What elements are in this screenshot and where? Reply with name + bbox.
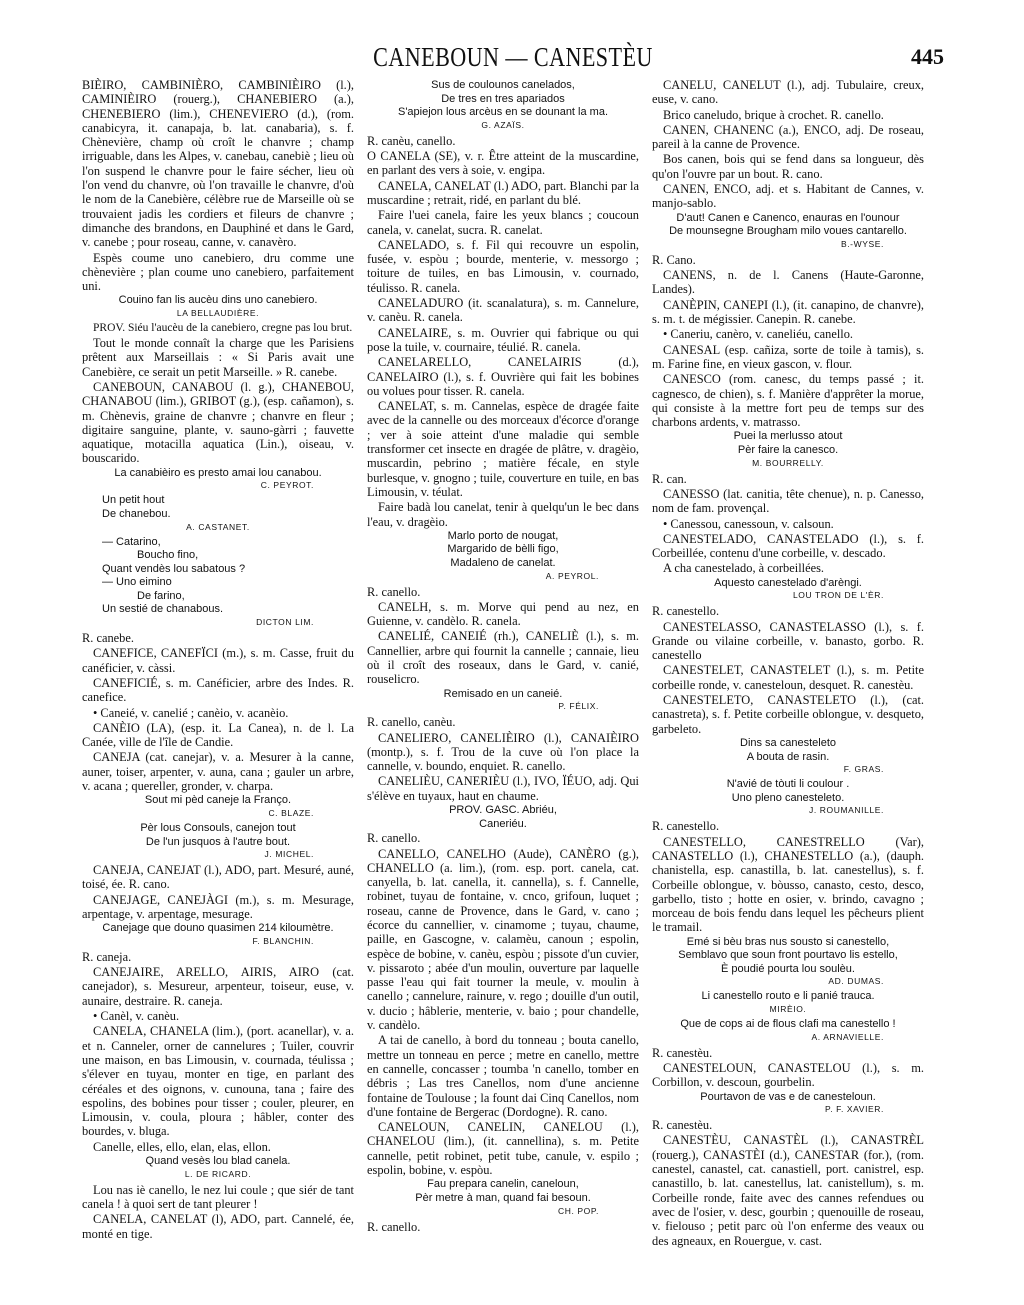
- quote-author: L. DE RICARD.: [184, 1168, 252, 1179]
- entry-paragraph: Brico caneludo, brique à crochet. R. canello.: [663, 107, 884, 122]
- entry-paragraph: R. canello.: [367, 1219, 421, 1234]
- quote-line: Un petit hout: [102, 494, 165, 507]
- quote-line: Sus de coulounos canelados,: [431, 79, 575, 91]
- quote-author: F. GRAS.: [843, 764, 884, 775]
- entry-paragraph: CANELIÈU, CANERIÈU (l.), IVO, ÏÉUO, adj. Qui s'élève en tuyaux, haut en chaume.: [367, 774, 639, 803]
- quote-line: N'avié de tòuti li coulour .: [726, 778, 850, 791]
- entry-paragraph: R. caneja.: [82, 949, 132, 964]
- quote-line: Marlo porto de nougat,: [447, 529, 559, 542]
- entry-paragraph: CANELA, CANELAT (l.) ADO, part. Blanchi par la muscardine ; retrait, ridé, en parlant du blé.: [367, 178, 639, 207]
- entry-paragraph: Canelle, elles, ello, elan, elas, ellon.: [93, 1139, 271, 1154]
- quote-author: DICTON LIM.: [256, 617, 314, 628]
- quote-line: De mounsegne Brougham milo voues cantarello.: [669, 225, 907, 238]
- entry-paragraph: Espès coume uno canebiero, dru comme une chènevière ; plan coume uno canebiero, parfaitement uni.: [82, 250, 354, 294]
- quote-line: Que de cops ai de flous clafi ma canestello !: [680, 1018, 896, 1031]
- entry-paragraph: CANELAIRE, s. m. Ouvrier qui fabrique ou qui pose la tuile, v. cournaire, téulié. R. canela.: [367, 325, 639, 354]
- entry-paragraph: CANESTELASSO, CANASTELASSO (l.), s. f. Grande ou vilaine corbeille, v. banasto, gorbo. R. canestello: [652, 619, 924, 663]
- quote-line: — Uno eimino: [102, 576, 172, 589]
- quote-line: Boucho fino,: [137, 549, 199, 562]
- entry-paragraph: BIÈIRO, CAMBINIÈRO, CAMBINIÈIRO (l.), CAMINIÈIRO (rouerg.), CHANEBIERO (a.), CHENEBIERO (lim.), CHENEVIERO (d.), (rom. canabicyra, it. canapaja, b. lat. canabaria), s. f. Chènevière, champ où croît le chanvre ; champ irriguable, dans les Alpes, v. canebau, canebiè ; lieu où l'on suspend le chanvre pour le faire sécher, lieu où l'on vend du chanvre, où l'on travaille le chanvre, d'où le nom de la Canebière, célèbre rue de Marseille où se trouvaient jadis les cordiers et fileurs de chanvre ; dimanche des brandons, en Dauphiné et dans le Gard, v. canebe ; pour roseau, canne, v. canavèro.: [82, 78, 354, 250]
- quote-line: La canabièiro es presto amai lou canabou.: [114, 466, 322, 479]
- quote-line: Remisado en un caneié.: [443, 687, 563, 700]
- entry-paragraph: Lou nas iè canello, le nez lui coule ; que siér de tant canela ! à quoi sert de tant pleurer !: [82, 1182, 354, 1211]
- entry-paragraph: R. canello, canèu.: [367, 715, 456, 730]
- quote-line: Pourtavon de vas e de canesteloun.: [700, 1090, 876, 1103]
- quote-author: F. BLANCHIN.: [252, 935, 314, 946]
- entry-paragraph: O CANELA (SE), v. r. Être atteint de la muscardine, en parlant des vers à soie, v. engipa.: [367, 149, 639, 178]
- entry-paragraph: CANESTELADO, CANASTELADO (l.), s. f. Corbeillée, contenu d'une corbeille, v. descado.: [652, 531, 924, 561]
- quote-line: Caneriéu.: [479, 817, 527, 830]
- entry-paragraph: R. canestello.: [652, 819, 720, 834]
- entry-paragraph: CANEJAGE, CANEJÀGI (m.), s. m. Mesurage, arpentage, v. arpentage, mesurage.: [82, 892, 354, 921]
- entry-paragraph: CANÈIO (LA), (esp. it. La Canea), n. de l. La Canée, ville de l'île de Candie.: [82, 720, 354, 750]
- quote-line: Sout mi pèd caneje la Franço.: [144, 794, 292, 807]
- quote-line: Aquesto canestelado d'arèngi.: [714, 576, 862, 589]
- quote-line: Madaleno de canelat.: [450, 556, 556, 569]
- quote-line: De farino,: [137, 589, 185, 602]
- entry-paragraph: CANELIÉ, CANEIÉ (rh.), CANELIÈ (l.), s. m. Cannellier, arbre qui fournit la cannelle ; cannaie, lieu où il croît des roseaux, dans le Gard, v. canié, rouselicro.: [367, 629, 639, 687]
- quote-author: J. ROUMANILLE.: [809, 805, 884, 816]
- entry-paragraph: • Canessou, canessoun, v. calsoun.: [663, 516, 834, 531]
- quote-author: C. BLAZE.: [268, 807, 314, 818]
- entry-paragraph: CANENS, n. de l. Canens (Haute-Garonne, Landes).: [652, 268, 924, 297]
- quote-line: Pèr metre à man, quand fai besoun.: [415, 1191, 591, 1204]
- entry-paragraph: CANELIERO, CANELIÈIRO (l.), CANAIÈIRO (montp.), s. f. Trou de la cuve où l'on place la cannelle, v. boundo, enquiet. R. canello.: [367, 730, 639, 774]
- quote-author: M. BOURRELLY.: [752, 457, 824, 468]
- entry-paragraph: CANELH, s. m. Morve qui pend au nez, en Guienne, v. candèlo. R. canela.: [367, 599, 639, 629]
- entry-paragraph: CANESTELET, CANASTELET (l.), s. m. Petite corbeille ronde, v. canesteloun, desquet. R. canestèu.: [652, 663, 924, 692]
- quote-line: A bouta de rasin.: [746, 750, 830, 763]
- column-left: [82, 78, 354, 1285]
- proverb: PROV. Siéu l'aucèu de la canebiero, cregne pas lou brut.: [93, 322, 353, 335]
- quote-line: Quand vesès lou blad canela.: [145, 1155, 291, 1168]
- page-number: 445: [911, 44, 944, 69]
- quote-author: J. MICHEL.: [264, 849, 314, 860]
- entry-paragraph: CANEFICIÉ, s. m. Canéficier, arbre des Indes. R. canefice.: [82, 675, 354, 705]
- page-header: [82, 42, 944, 72]
- entry-paragraph: R. can.: [652, 471, 687, 486]
- quote-author: P. F. XAVIER.: [825, 1104, 884, 1115]
- entry-paragraph: CANEN, CHANENC (a.), ENCO, adj. De roseau, pareil à la canne de Provence.: [652, 122, 924, 152]
- entry-paragraph: R. canello.: [367, 831, 421, 846]
- quote-author: A. PEYROL.: [545, 570, 599, 581]
- quote-line: De chanebou.: [102, 507, 171, 520]
- entry-paragraph: A cha canestelado, à corbeillées.: [663, 561, 824, 576]
- entry-paragraph: R. canebe.: [82, 631, 134, 646]
- entry-paragraph: • Caneriu, canèro, v. caneliéu, canello.: [663, 327, 853, 342]
- quote-line: Canejage que douno quasimen 214 kiloumètre.: [102, 922, 334, 935]
- quote-author: A. CASTANET.: [186, 521, 250, 532]
- quote-line: Uno pleno canesteleto.: [731, 791, 845, 804]
- quote-line: Semblavo que soun front pourtavo lis estello,: [678, 949, 898, 962]
- entry-paragraph: R. canestello.: [652, 604, 720, 619]
- quote-line: È poudié pourta lou soulèu.: [721, 962, 855, 975]
- entry-paragraph: CANELARELLO, CANELAIRIS (d.), CANELAIRO (l.), s. f. Ouvrière qui fait les bobines ou volues pour tisser. R. canela.: [367, 355, 639, 398]
- quote-line: Dins sa canesteleto: [740, 736, 836, 749]
- quote-author: P. FÉLIX.: [558, 701, 599, 712]
- entry-paragraph: CANEBOUN, CANABOU (l. g.), CHANEBOU, CHANABOU (lim.), GRIBOT (g.), (esp. cañamon), s. m. Chènevis, graine de chanvre ; chanvre en fleur ; digitaire sanguine, plante, v. sauno-gàrri ; fauvette aquatique, motacilla aquatica (Lin.), oiseau, v. bouscarido.: [82, 379, 354, 466]
- entry-paragraph: CANESTÈU, CANASTÈL (l.), CANASTRÈL (rouerg.), CANASTÈI (d.), CANESTAR (for.), (rom. canestel, canastel, cat. canastiell, port. canistrel, esp. canastillo, b. lat. canestellus, lat. canistellum), s. m. Corbeille ronde, faite avec des cannes refendues ou avec de l'osier, v. desc, gourbin ; quenouille de roseau, v. fielouso ; petit parc où l'on enferme des veaux ou des agneaux, en Rouergue, v. cast.: [652, 1133, 924, 1248]
- entry-paragraph: Tout le monde connaît la charge que les Parisiens prêtent aux Marseillais : « Si Paris avait une Canebière, ce serait un petit Marseille. » R. canebe.: [82, 336, 354, 379]
- entry-paragraph: R. canèu, canello.: [367, 133, 456, 148]
- entry-paragraph: CANEJA (cat. canejar), v. a. Mesurer à la canne, auner, toiser, arpenter, v. auna, cana ; gauler un arbre, v. acana ; quereller, gronder, v. charpa.: [82, 750, 354, 794]
- quote-line: Pèr faire la canesco.: [737, 444, 839, 457]
- entry-paragraph: CANESTELETO, CANASTELETO (l.), (cat. canastreta), s. f. Petite corbeille oblongue, v. desqueto, garbeleto.: [652, 693, 924, 736]
- quote-author: A. ARNAVIELLE.: [811, 1031, 884, 1042]
- entry-paragraph: CANELA, CHANELA (lim.), (port. acanellar), v. a. et n. Canneler, orner de cannelures ; Tuiler, couvrir une maison, en bas Limousin, v. cournada, téulissa ; s'élever en tuyau, monter en tige, en parlant des céréales et des oignons, v. cunouna, tana ; faire des espolins, des bobines pour tisser ; couler, pleurer, en Limousin, v. coula, ploura ; hâbler, conter des bourdes, v. bluga.: [82, 1024, 354, 1139]
- entry-paragraph: R. canestèu.: [652, 1045, 713, 1060]
- entry-paragraph: Bos canen, bois qui se fend dans sa longueur, dès qu'on l'ouvre par un bout. R. cano.: [652, 152, 924, 181]
- page-title: CANEBOUN — CANESTÈU: [373, 42, 653, 72]
- quote-line: Puei la merlusso atout: [733, 430, 843, 443]
- quote-author: CH. POP.: [557, 1205, 599, 1216]
- entry-paragraph: CANESSO (lat. canitia, tête chenue), n. p. Canesso, nom de fam. provençal.: [652, 486, 924, 516]
- entry-paragraph: Faire badà lou canelat, tenir à quelqu'un le bec dans l'eau, v. dragèio.: [367, 500, 639, 529]
- quote-line: D'aut! Canen e Canenco, enauras en l'ounour: [676, 211, 900, 224]
- entry-paragraph: • Canèl, v. canèu.: [93, 1009, 180, 1024]
- entry-paragraph: CANESTELOUN, CANASTELOU (l.), s. m. Corbillon, v. descoun, gourbelin.: [652, 1060, 924, 1090]
- entry-paragraph: CANELA, CANELAT (l), ADO, part. Cannelé, ée, monté en tige.: [82, 1212, 354, 1241]
- entry-paragraph: CANEFICE, CANEFÏCI (m.), s. m. Casse, fruit du canéficier, v. càssi.: [82, 646, 354, 675]
- quote-author: C. PEYROT.: [260, 480, 314, 491]
- entry-paragraph: R. Cano.: [652, 252, 696, 267]
- quote-line: Emé si bèu bras nus sousto si canestello,: [686, 935, 890, 948]
- column-middle: [367, 78, 639, 1285]
- quote-line: Li canestello routo e li panié traucа.: [701, 990, 875, 1003]
- entry-paragraph: CANESAL (esp. cañiza, sorte de toile à tamis), s. m. Farine fine, en vieux gascon, v. flour.: [652, 342, 924, 371]
- quote-author: LA BELLAUDIÈRE.: [176, 308, 260, 319]
- entry-paragraph: CANÈPIN, CANEPI (l.), (it. canapino, de chanvre), s. m. t. de mégissier. Canepin. R. canebe.: [652, 297, 924, 327]
- quote-line: De tres en tres apariados: [441, 92, 565, 105]
- entry-paragraph: CANEJAIRE, ARELLO, AIRIS, AIRO (cat. canejador), s. Mesureur, arpenteur, toiseur, euse, v. aunaire, destraire. R. caneja.: [82, 965, 354, 1008]
- quote-line: Couino fan lis aucèu dins uno canebiero.: [118, 294, 318, 307]
- quote-line: Fau prepara canelin, caneloun,: [427, 1178, 579, 1191]
- entry-paragraph: CANELADO, s. f. Fil qui recouvre un espolin, fusée, v. espòu ; bourde, menterie, v. messorgo ; toiture de tuiles, en bas Limousin, v. cournado, téulisso. R. canela.: [367, 237, 639, 295]
- entry-paragraph: CANESTELLO, CANESTRELLO (Var), CANASTELLO (l.), CHANESTELLO (a.), (dauph. chanistella, esp. canastilla, b. lat. canestellus), s. f. Corbeille oblongue, v. bòusso, canasto, cesto, desco, garbello, tisto ; hotte en osier, v. brindo, cavagno ; morceau de bois fendu dans lequel les pêcheurs plient le tramail.: [652, 834, 924, 935]
- quote-line: Un sestié de chanabous.: [102, 603, 224, 616]
- column-right: [652, 78, 924, 1285]
- quote-line: S'apiejon lous arcèus en se dounant la ma.: [397, 106, 608, 119]
- entry-paragraph: R. canestèu.: [652, 1118, 713, 1133]
- entry-paragraph: Faire l'uei canela, faire les yeux blancs ; coucoun canela, v. canelat, sucra. R. canelat.: [367, 208, 639, 237]
- entry-paragraph: CANELADURO (it. scanalatura), s. m. Cannelure, v. canèu. R. canela.: [367, 296, 639, 325]
- quote-line: Quant vendès lou sabatous ?: [102, 562, 246, 575]
- quote-author: B.-WYSE.: [840, 238, 884, 249]
- quote-author: AD. DUMAS.: [828, 976, 884, 987]
- entry-paragraph: CANELU, CANELUT (l.), adj. Tubulaire, creux, euse, v. cano.: [652, 78, 924, 107]
- quote-line: — Catarino,: [102, 535, 161, 548]
- quote-line: Pèr lous Consouls, canejon tout: [140, 821, 296, 834]
- entry-paragraph: CANEN, ENCO, adj. et s. Habitant de Cannes, v. manjo-sablo.: [652, 182, 924, 211]
- entry-paragraph: CANEJA, CANEJAT (l.), ADO, part. Mesuré, auné, toisé, ée. R. cano.: [82, 863, 354, 892]
- entry-paragraph: A tai de canello, à bord du tonneau ; bouta canello, mettre un tonneau en perce ; metre en canello, mettre en cannelle, concasser ; toumba 'n canello, tomber en débris ; Las tres Canellos, nom d'une ancienne fontaine de Toulouse ; la fount dai Cinq Canellos, nom d'une fontaine de Bergerac (Dordogne). R. cano.: [367, 1033, 639, 1119]
- quote-author: MIRÈIO.: [769, 1004, 807, 1015]
- quote-line: De l'un jusquos à l'autre bout.: [145, 835, 291, 848]
- quote-line: PROV. GASC. Abriéu,: [449, 804, 557, 817]
- entry-paragraph: CANELAT, s. m. Cannelas, espèce de dragée faite avec de la cannelle ou des morceaux d'écorce d'orange ; ver à soie atteint d'une maladie qui semble transformer cet insecte en dragée de plâtre, v. dragèio, muscardin, pebrino ; matière fécale, en style burlesque, v. gnogno ; tuile, couverture en tuile, en bas Limousin, v. téulat.: [367, 399, 639, 499]
- entry-paragraph: CANELOUN, CANELIN, CANELOU (l.), CHANELOU (lim.), (it. cannellina), s. m. Petite cannelle, petit robinet, petit tube, canule, v. espilo ; espolin, bobine, v. espòu.: [367, 1120, 639, 1178]
- entry-paragraph: R. canello.: [367, 584, 421, 599]
- entry-paragraph: • Caneié, v. canelié ; canèio, v. acanèio.: [93, 705, 289, 720]
- quote-author: LOU TRON DE L'ÈR.: [792, 590, 884, 601]
- quote-author: G. AZAÏS.: [481, 119, 525, 130]
- entry-paragraph: CANELLO, CANELHO (Aude), CANÈRO (g.), CHANELLO (a. lim.), (rom. esp. port. canela, cat. canyella, b. lat. canella, it. cannella), s. f. Cannelle, robinet, tuyau de fontaine, v. cnco, grifoun, luquet ; roseau, canne de Provence, dans le Gard, v. cano ; écorce du cannellier, v. cinamome ; tuyau, chaume, paille, en Gascogne, v. calamèu, canoun ; espolin, espèce de bobine, v. canèu, espòu ; pissote d'un cuvier, v. pissaroto ; abée d'un moulin, ouverture par laquelle passe l'eau qui fait tourner la meule, v. moulin à canello ; cannelure, rainure, v. rego ; douille d'un outil, v. ducio ; hâblerie, menterie, v. baio ; pour chandelle, v. candèlo.: [367, 846, 639, 1033]
- entry-paragraph: CANESCO (rom. canesc, du temps passé ; it. cagnesco, de chien), s. f. Manière d'apprêter la morue, qui consiste à la mettre fort peu de temps sur des charbons ardents, v. matrasso.: [652, 372, 924, 430]
- quote-line: Margarido de bèlli figo,: [447, 543, 559, 556]
